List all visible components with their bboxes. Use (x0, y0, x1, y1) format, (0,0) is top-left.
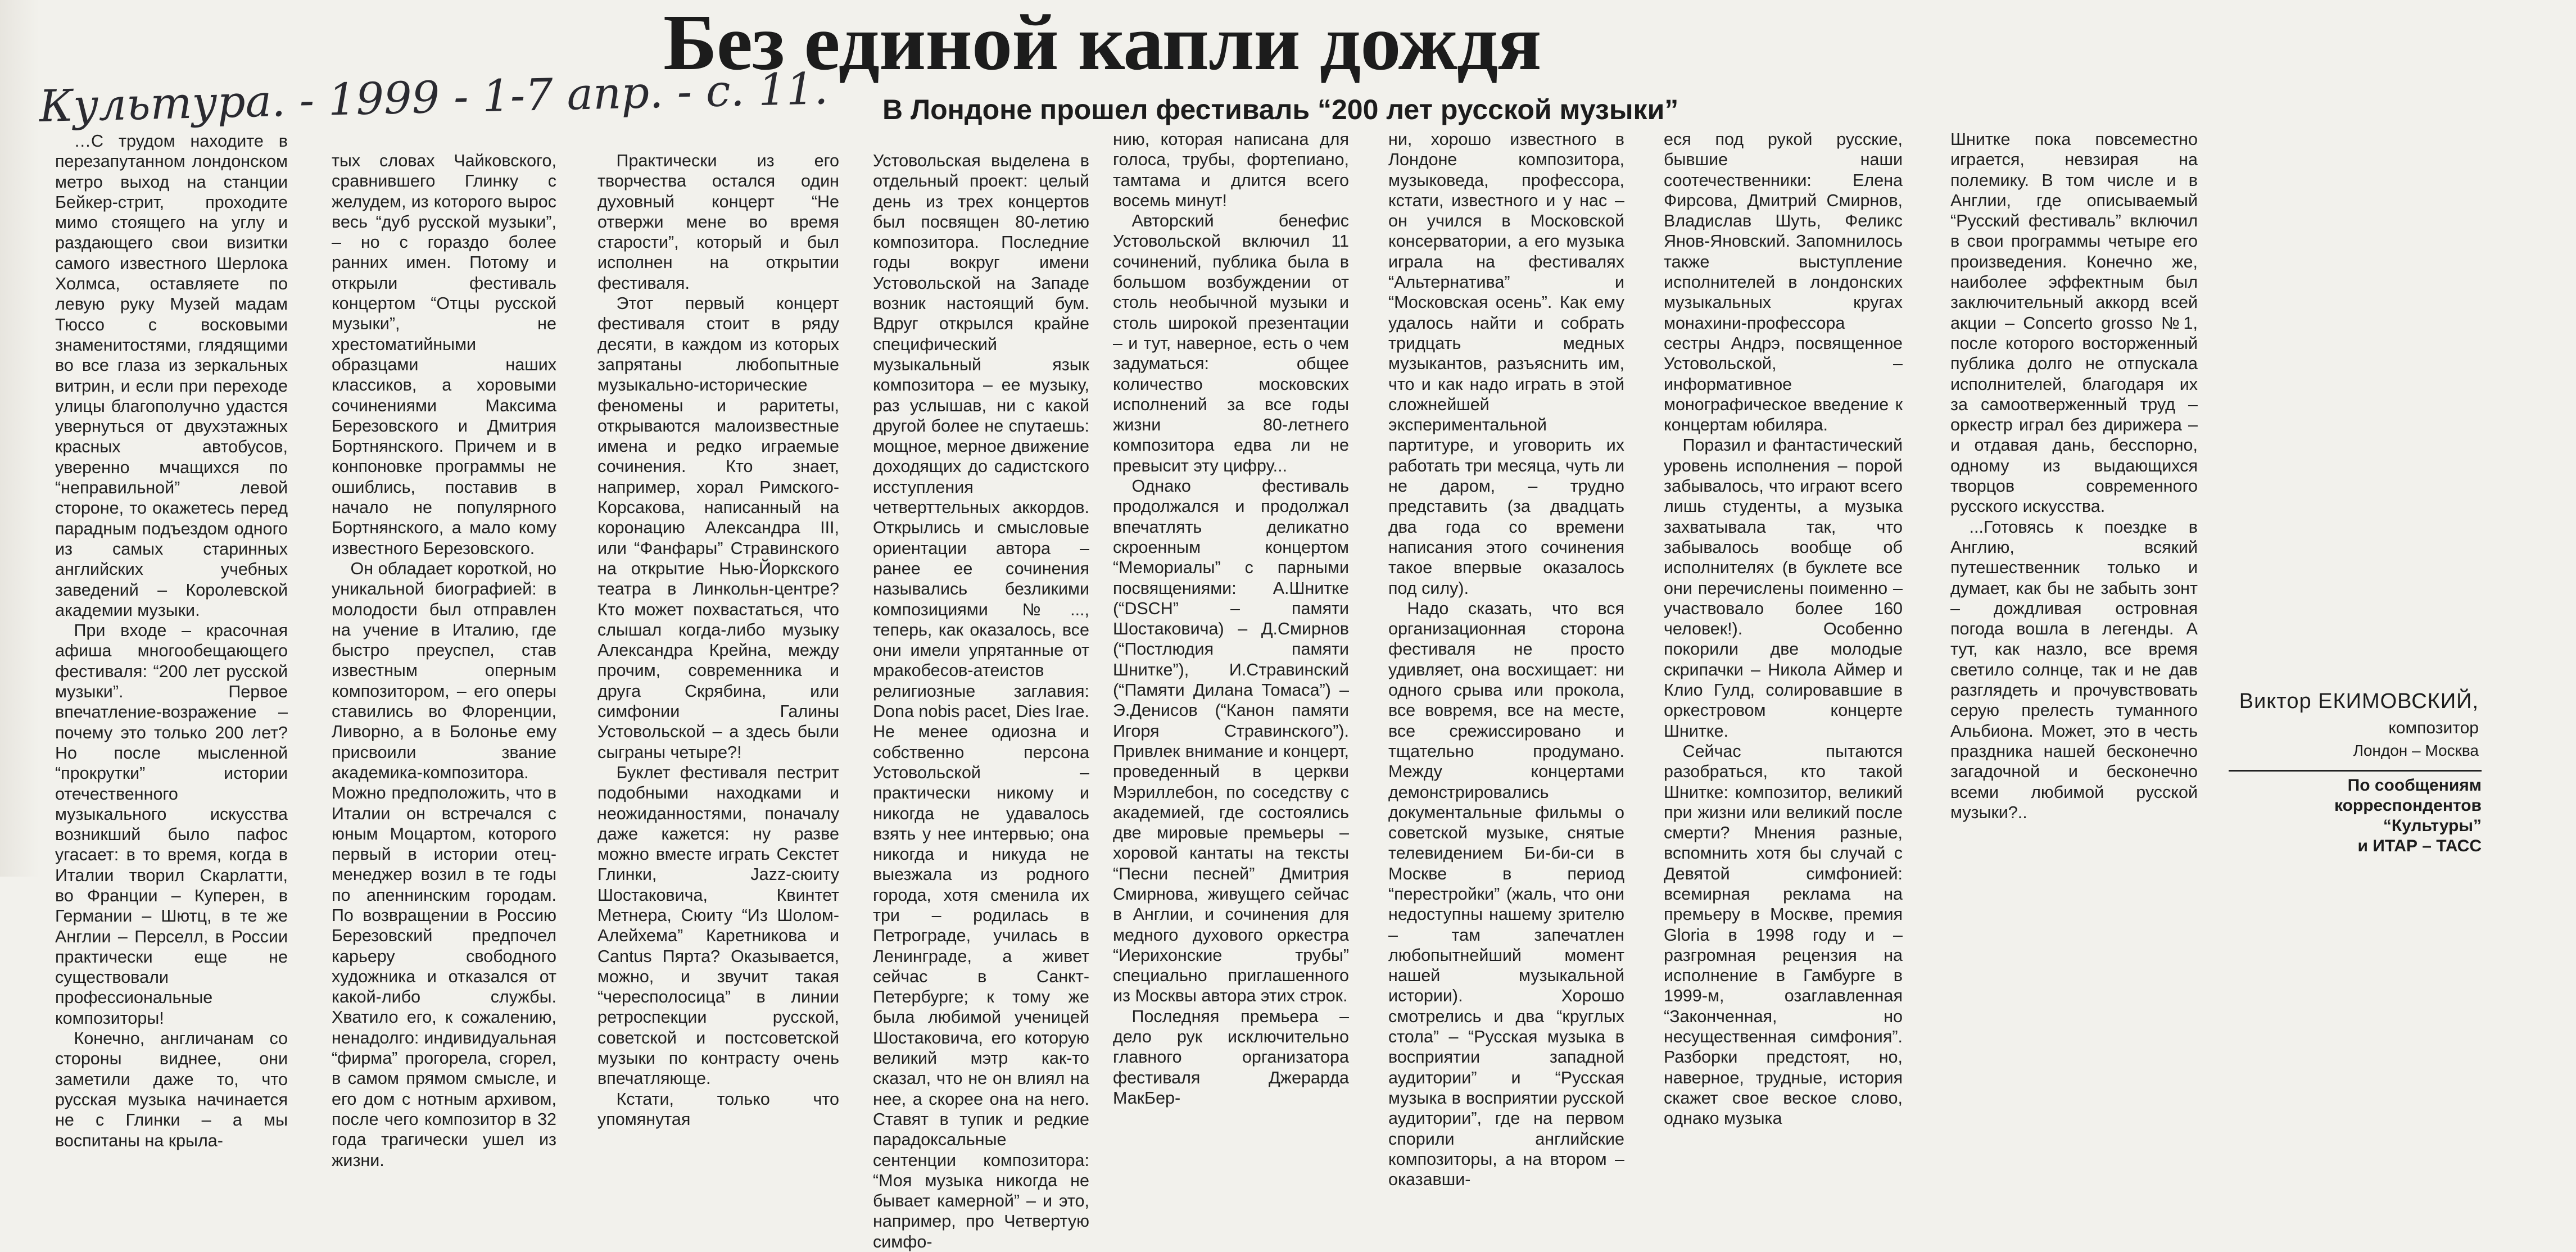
paragraph: Шнитке пока повсеместно играется, невзирая на полемику. В том числе и в Англии, где описываемый “Русский фестиваль” включил в свои программы четыре его произведения. Конечно же, наиболее эффектным был заключительный аккорд всей акции – Concerto grosso №1, после которого восторженный публика долго не отпускала исполнителей, благодаря их за самоотверженный труд – оркестр играл без дирижера – и отдавая дань, бесспорно, одному из выдающихся творцов современного русского искусства. (1950, 130, 2198, 516)
source-credit (2231, 775, 2482, 860)
paragraph: Надо сказать, что вся организационная сторона фестиваля не просто удивляет, она восхищает: ни одного срыва или прокола, все вовремя, все на месте, все срежиссировано и тщательно продумано. Между концертами демонстрировались документальные фильмы о советской музыке, снятые телевидением Би-би-си в Москве в период “перестройки” (жаль, что они недоступны нашему зрителю – там запечатлен любопытнейший момент нашей музыкальной истории). Хорошо смотрелись и два “круглых стола” – “Русская музыка в восприятии западной аудитории” и “Русская музыка в восприятии русской аудитории”, где на первом спорили английские композиторы, а на втором – оказавши- (1388, 598, 1624, 1190)
source-credit-line: и ИТАР – ТАСС (2357, 837, 2482, 855)
paragraph: Однако фестиваль продолжался и продолжал впечатлять деликатно скроенным концертом “Мемориалы” с парными посвящениями: А.Шнитке (“DSCH” – памяти Шостаковича) – Д.Смирнов (“Постлюдия памяти Шнитке”), И.Стравинский (“Памяти Дилана Томаса”) – Э.Денисов (“Канон памяти Игоря Стравинского”). Привлек внимание и концерт, проведенный в церкви Мэриллебон, по соседству с академией, где состоялись две мировые премьеры – хоровой кантаты на тексты “Песни песней” Дмитрия Смирнова, живущего сейчас в Англии, и сочинения для медного духового оркестра “Иерихонские трубы” специально приглашенного из Москвы автора этих строк. (1113, 477, 1349, 1006)
paragraph: Конечно, англичанам со стороны виднее, они заметили даже то, что русская музыка начинается не с Глинки – а мы воспитаны на крыла- (55, 1029, 288, 1150)
paragraph: Этот первый концерт фестиваля стоит в ряду десяти, в каждом из которых запрятаны любопытные музыкально-исторические феномены и раритеты, открываются малоизвестные имена и редко играемые сочинения. Кто знает, например, хорал Римского-Корсакова, написанный на коронацию Александра III, или “Фанфары” Стравинского на открытие Нью-Йоркского театра в Линкольн-центре? Кто может похвастаться, что слышал когда-либо музыку Александра Крейна, между прочим, современника и друга Скрябина, или симфонии Галины Устовольской – а здесь были сыграны четыре?! (597, 294, 839, 762)
text-column-7 (1664, 0, 1903, 1128)
paragraph: Устовольская выделена в отдельный проект: целый день из трех концертов был посвящен 80-летию композитора. Последние годы вокруг имени Устовольской на Западе возник настоящий бум. Вдруг открылся крайне специфический музыкальный язык композитора – ее музыку, раз услышав, ни с какой другой более не спутаешь: мощное, мерное движение доходящих до садистского исступления четверттельных аккордов. Открылись и смысловые ориентации автора – ранее ее сочинения назывались безликими композициями №..., теперь, как оказалось, все они имели упрятанные от мракобесов-атеистов религиозные заглавия: Dona nobis pacet, Dies Irae. Не менее одиозна и собственно персона Устовольской – практически никому и никогда не удавалось взять у нее интервью; она никогда и никуда не выезжала из родного города, хотя сменила их три – родилась в Петрограде, училась в Ленинграде, а живет сейчас в Санкт-Петербурге; к тому же была любимой ученицей Шостаковича, его которую великий мэтр как-то сказал, что не он влиял на нее, а скорее она на него. Ставят в тупик и редкие парадоксальные сентенции композитора: “Моя музыка никогда не бывает камерной” – и это, например, про Четвертую симфо- (873, 151, 1089, 1251)
paragraph: ни, хорошо известного в Лондоне композитора, музыковеда, профессора, кстати, известного и у нас – он учился в Московской консерватории, а его музыка играла на фестивалях “Альтернатива” и “Московская осень”. Как ему удалось найти и собрать тридцать медных музыкантов, разъяснить им, что и как надо играть в этой сложнейшей экспериментальной партитуре, и уговорить их работать три месяца, чуть ли не даром, – трудно представить (за двадцать два года со времени написания этого сочинения такое впервые оказалось под силу). (1388, 130, 1624, 598)
author-role: композитор (2388, 719, 2479, 737)
text-column-8 (1950, 0, 2198, 1006)
text-column-2 (332, 0, 556, 1170)
paragraph: Последняя премьера – дело рук исключительно главного организатора фестиваля Джерарда МакБер- (1113, 1006, 1349, 1108)
author-signature: Виктор ЕКИМОВСКИЙ, (2239, 689, 2479, 713)
paragraph: тых словах Чайковского, сравнившего Глинку с желудем, из которого вырос весь “дуб русской музыки”, – но с гораздо более ранних имен. Потому и открыли фестиваль концертом “Отцы русской музыки”, не хрестоматийными образцами наших классиков, а хоровыми сочинениями Максима Березовского и Дмитрия Бортнянского. Причем и в конпоновке программы не ошиблись, поставив в начало не популярного Бортнянского, а мало кому известного Березовского. (332, 151, 556, 558)
article-headline: Без единой капли дождя (663, 0, 1541, 87)
source-credit-line: корреспондентов “Культуры” (2334, 796, 2482, 835)
source-credit-line: По сообщениям (2347, 776, 2482, 795)
text-column-4 (873, 0, 1089, 1251)
paragraph: еся под рукой русские, бывшие наши соотечественники: Елена Фирсова, Дмитрий Смирнов, Владислав Шуть, Феликс Янов-Яновский. Запомнилось также выступление исполнителей в лондонских музыкальных кругах монахини-профессора сестры Андрэ, посвященное Устовольской, – информативное монографическое введение к концертам юбиляра. (1664, 130, 1903, 435)
paragraph: Буклет фестиваля пестрит подобными находками и неожиданностями, поначалу даже кажется: ну разве можно вместе играть Секстет Глинки, Jazz-сюиту Шостаковича, Квинтет Метнера, Сюиту “Из Шолом-Алейхема” Каретникова и Cantus Пярта? Оказывается, можно, и звучит такая “чересполосица” в линии ретроспекции русской, советской и постсоветской музыки по контрасту очень впечатляюще. (597, 763, 839, 1088)
text-column-5 (1113, 0, 1349, 1108)
scan-edge-shadow (0, 0, 39, 877)
handwritten-source-note: Культура. - 1999 - 1-7 апр. - с. 11. (38, 63, 829, 132)
paragraph: …С трудом находите в перезапутанном лондонском метро выход на станции Бейкер-стрит, проходите мимо стоящего на углу и раздающего свои визитки самого известного Шерлока Холмса, оставляете по левую руку Музей мадам Тюссо с восковыми знаменитостями, глядящими во все глаза из зеркальных витрин, и если при переходе улицы благополучно удастся увернуться от двухэтажных красных автобусов, уверенно мчащихся по “неправильной” левой стороне, то окажетесь перед парадным подъездом одного из самых старинных английских учебных заведений – Королевской академии музыки. (55, 131, 288, 620)
paragraph: ...Готовясь к поездке в Англию, всякий путешественник только и думает, как бы не забыть зонт – дождливая островная погода вошла в легенды. А тут, как назло, все время светило солнце, так и не дав разглядеть и прочувствовать серую прелесть туманного Альбиона. Может, это в честь праздника нашей бесконечно загадочной и бесконечно всеми любимой русской музыки?.. (1950, 517, 2198, 822)
paragraph: Кстати, только что упомянутая (597, 1089, 839, 1129)
source-divider (2229, 770, 2482, 772)
text-column-6 (1388, 0, 1624, 1190)
article-subheadline: В Лондоне прошел фестиваль “200 лет русской музыки” (882, 94, 1679, 125)
paragraph: При входе – красочная афиша многообещающего фестиваля: “200 лет русской музыки”. Первое впечатление-возражение – почему это только 200 лет? Но после мысленной “прокрутки” истории отечественного музыкального искусства возникший было пафос угасает: в то время, когда в Италии творил Скарлатти, во Франции – Куперен, в Германии – Шютц, в те же Англии – Перселл, в России практически еще не существовали профессиональные композиторы! (55, 621, 288, 1028)
paragraph: Он обладает короткой, но уникальной биографией: в молодости был отправлен на учение в Италию, где быстро преуспел, став известным оперным композитором, – его оперы ставились во Флоренции, Ливорно, а в Болонье ему присвоили звание академика-композитора. Можно предположить, что в Италии он встречался с юным Моцартом, которого первый в истории отец-менеджер возил в те годы по апеннинским городам. По возвращении в Россию Березовский предпочел карьеру свободного художника и отказался от какой-либо службы. Хватило его, к сожалению, ненадолго: индивидуальная “фирма” прогорела, сгорел, в самом прямом смысле, и его дом с нотным архивом, после чего композитор в 32 года трагически ушел из жизни. (332, 559, 556, 1170)
paragraph: Практически из его творчества остался один духовный концерт “Не отвержи мене во время старости”, который и был исполнен на открытии фестиваля. (597, 151, 839, 293)
text-column-1 (55, 0, 288, 1150)
paragraph: Сейчас пытаются разобраться, кто такой Шнитке: композитор, великий при жизни или великий после смерти? Мнения разные, вспомнить хотя бы случай с Девятой симфонией: всемирная реклама на премьеру в Москве, премия Gloria в 1998 году и – разгромная рецензия на исполнение в Гамбурге в 1999-м, озаглавленная “Законченная, но несущественная симфония”. Разборки предстоят, но, наверное, трудные, история скажет свое веское слово, однако музыка (1664, 741, 1903, 1128)
paragraph: нию, которая написана для голоса, трубы, фортепиано, тамтама и длится всего восемь минут! (1113, 130, 1349, 210)
text-column-3 (597, 0, 839, 1129)
paragraph: Авторский бенефис Устовольской включил 11 сочинений, публика была в большом возбуждении от столь необычной музыки и столь широкой презентации – и тут, наверное, есть о чем задуматься: общее количество московских исполнений за все годы жизни 80-летнего композитора едва ли не превысит эту цифру... (1113, 211, 1349, 475)
author-location: Лондон – Москва (2353, 742, 2479, 759)
paragraph: Поразил и фантастический уровень исполнения – порой забывалось, что играют всего лишь студенты, а музыка захватывала так, что забывалось вообще об исполнителях (в буклете все они перечислены поименно – участвовало более 160 человек!). Особенно покорили две молодые скрипачки – Никола Аймер и Клио Гулд, солировавшие в оркестровом концерте Шнитке. (1664, 436, 1903, 741)
